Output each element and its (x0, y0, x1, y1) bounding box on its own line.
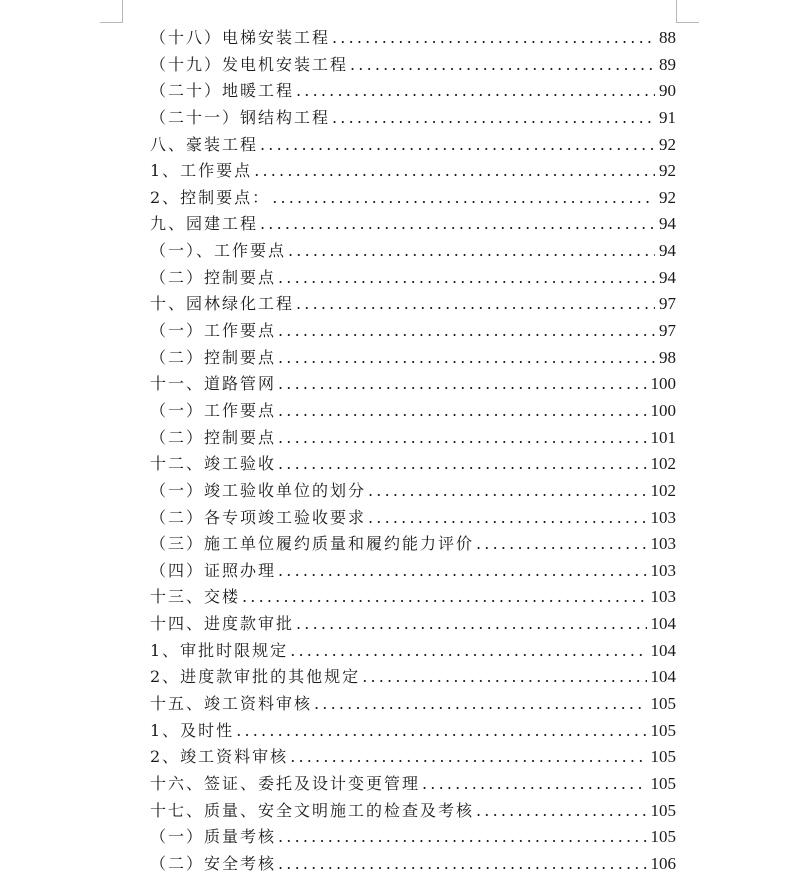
toc-entry-page-number: 104 (650, 614, 676, 634)
toc-entry[interactable] (150, 371, 676, 398)
toc-entry-page-number: 94 (659, 267, 676, 287)
toc-entry-page-number: 97 (659, 294, 676, 314)
toc-entry[interactable] (150, 771, 676, 798)
toc-entry-title: 2、进度款审批的其他规定 (150, 667, 361, 687)
toc-dot-leader (278, 425, 646, 452)
toc-entry[interactable] (150, 558, 676, 585)
toc-entry[interactable] (150, 744, 676, 771)
toc-entry[interactable] (150, 398, 676, 425)
toc-dot-leader (296, 78, 655, 105)
toc-entry[interactable] (150, 158, 676, 185)
toc-entry-page-number: 100 (650, 374, 676, 394)
toc-entry-page-number: 88 (659, 28, 676, 47)
toc-dot-leader (272, 185, 655, 212)
toc-entry-page-number: 92 (659, 187, 676, 207)
toc-entry-page-number: 105 (650, 720, 676, 740)
toc-dot-leader (236, 718, 646, 745)
margin-corner-mark-right (676, 0, 699, 23)
toc-dot-leader (350, 52, 655, 79)
toc-entry-title: （一）质量考核 (150, 827, 277, 847)
toc-entry-page-number: 92 (659, 161, 676, 181)
toc-entry-page-number: 100 (650, 400, 676, 420)
toc-entry[interactable] (150, 798, 676, 825)
toc-entry-page-number: 94 (659, 214, 676, 234)
toc-entry-page-number: 97 (659, 321, 676, 341)
toc-entry-page-number: 104 (650, 667, 676, 687)
toc-dot-leader (260, 132, 655, 159)
toc-entry[interactable] (150, 265, 676, 292)
toc-entry-page-number: 98 (659, 347, 676, 367)
toc-entry-title: 2、控制要点： (150, 187, 271, 207)
toc-dot-leader (278, 371, 646, 398)
toc-entry[interactable] (150, 824, 676, 851)
toc-dot-leader (476, 531, 646, 558)
toc-dot-leader (254, 158, 655, 185)
toc-entry-page-number: 104 (650, 640, 676, 660)
toc-dot-leader (368, 505, 646, 532)
toc-entry-title: （一）工作要点 (150, 400, 277, 420)
toc-entry[interactable] (150, 78, 676, 105)
toc-entry[interactable] (150, 345, 676, 372)
toc-entry-title: 十五、竣工资料审核 (150, 694, 313, 714)
toc-entry-title: （一）、工作要点 (150, 241, 287, 261)
toc-entry-title: （十八）电梯安装工程 (150, 28, 331, 47)
toc-entry-page-number: 103 (650, 507, 676, 527)
toc-dot-leader (368, 478, 646, 505)
toc-entry[interactable] (150, 451, 676, 478)
toc-entry-title: （二）安全考核 (150, 853, 277, 873)
toc-entry[interactable] (150, 211, 676, 238)
toc-entry-page-number: 89 (659, 54, 676, 74)
toc-entry[interactable] (150, 531, 676, 558)
table-of-contents (150, 25, 676, 878)
toc-entry-page-number: 102 (650, 454, 676, 474)
toc-entry[interactable] (150, 611, 676, 638)
toc-dot-leader (278, 345, 655, 372)
toc-entry[interactable] (150, 638, 676, 665)
toc-entry-title: （一）工作要点 (150, 321, 277, 341)
toc-entry-page-number: 102 (650, 480, 676, 500)
toc-entry[interactable] (150, 425, 676, 452)
toc-entry[interactable] (150, 52, 676, 79)
toc-dot-leader (362, 664, 646, 691)
toc-entry-title: 十三、交楼 (150, 587, 241, 607)
toc-dot-leader (278, 451, 646, 478)
toc-entry-page-number: 106 (650, 853, 676, 873)
toc-entry-title: （一）竣工验收单位的划分 (150, 480, 367, 500)
toc-entry-page-number: 103 (650, 587, 676, 607)
toc-entry[interactable] (150, 691, 676, 718)
toc-entry-title: （二十）地暖工程 (150, 81, 295, 101)
toc-entry[interactable] (150, 478, 676, 505)
toc-dot-leader (278, 824, 646, 851)
toc-dot-leader (242, 584, 646, 611)
toc-entry-title: 十二、竣工验收 (150, 454, 277, 474)
toc-entry[interactable] (150, 291, 676, 318)
toc-dot-leader (278, 265, 655, 292)
toc-entry-page-number: 101 (650, 427, 676, 447)
toc-entry-title: （十九）发电机安装工程 (150, 54, 349, 74)
toc-entry-page-number: 90 (659, 81, 676, 101)
toc-entry[interactable] (150, 185, 676, 212)
toc-entry-title: 1、工作要点 (150, 161, 253, 181)
toc-entry-title: 十一、道路管网 (150, 374, 277, 394)
toc-entry[interactable] (150, 238, 676, 265)
toc-entry-title: 2、竣工资料审核 (150, 747, 289, 767)
toc-entry-page-number: 105 (650, 773, 676, 793)
toc-dot-leader (278, 851, 646, 878)
toc-dot-leader (278, 558, 646, 585)
toc-entry-title: （二）控制要点 (150, 347, 277, 367)
toc-entry-page-number: 105 (650, 827, 676, 847)
toc-entry[interactable] (150, 584, 676, 611)
toc-entry-page-number: 105 (650, 747, 676, 767)
toc-entry-title: （二十一）钢结构工程 (150, 107, 331, 127)
toc-entry-page-number: 94 (659, 241, 676, 261)
toc-entry-page-number: 103 (650, 560, 676, 580)
toc-dot-leader (332, 105, 655, 132)
toc-entry-title: 十、园林绿化工程 (150, 294, 295, 314)
toc-entry[interactable] (150, 318, 676, 345)
toc-entry-title: 十六、签证、委托及设计变更管理 (150, 773, 421, 793)
toc-dot-leader (476, 798, 646, 825)
toc-dot-leader (278, 398, 646, 425)
toc-dot-leader (290, 638, 646, 665)
toc-entry-page-number: 92 (659, 134, 676, 154)
toc-dot-leader (288, 238, 655, 265)
toc-entry-title: （三）施工单位履约质量和履约能力评价 (150, 534, 475, 554)
toc-dot-leader (422, 771, 646, 798)
toc-entry-title: 1、审批时限规定 (150, 640, 289, 660)
toc-entry-title: （二）各专项竣工验收要求 (150, 507, 367, 527)
toc-entry-title: 八、豪装工程 (150, 134, 259, 154)
toc-entry-title: 十四、进度款审批 (150, 614, 295, 634)
toc-entry[interactable] (150, 132, 676, 159)
toc-entry-page-number: 91 (659, 107, 676, 127)
toc-dot-leader (332, 25, 655, 52)
toc-entry-title: （二）控制要点 (150, 427, 277, 447)
toc-entry[interactable] (150, 105, 676, 132)
toc-entry[interactable] (150, 718, 676, 745)
toc-entry-page-number: 105 (650, 800, 676, 820)
toc-entry-title: 十七、质量、安全文明施工的检查及考核 (150, 800, 475, 820)
toc-entry[interactable] (150, 851, 676, 878)
toc-entry-title: 1、及时性 (150, 720, 235, 740)
margin-corner-mark-left (100, 0, 123, 23)
toc-entry-title: 九、园建工程 (150, 214, 259, 234)
toc-dot-leader (278, 318, 655, 345)
toc-dot-leader (290, 744, 646, 771)
toc-entry-page-number: 103 (650, 534, 676, 554)
toc-entry-title: （二）控制要点 (150, 267, 277, 287)
toc-dot-leader (296, 291, 655, 318)
toc-dot-leader (260, 211, 655, 238)
toc-entry[interactable] (150, 25, 676, 52)
toc-dot-leader (314, 691, 646, 718)
toc-entry-page-number: 105 (650, 694, 676, 714)
toc-dot-leader (296, 611, 646, 638)
toc-entry[interactable] (150, 505, 676, 532)
toc-entry[interactable] (150, 664, 676, 691)
toc-entry-title: （四）证照办理 (150, 560, 277, 580)
